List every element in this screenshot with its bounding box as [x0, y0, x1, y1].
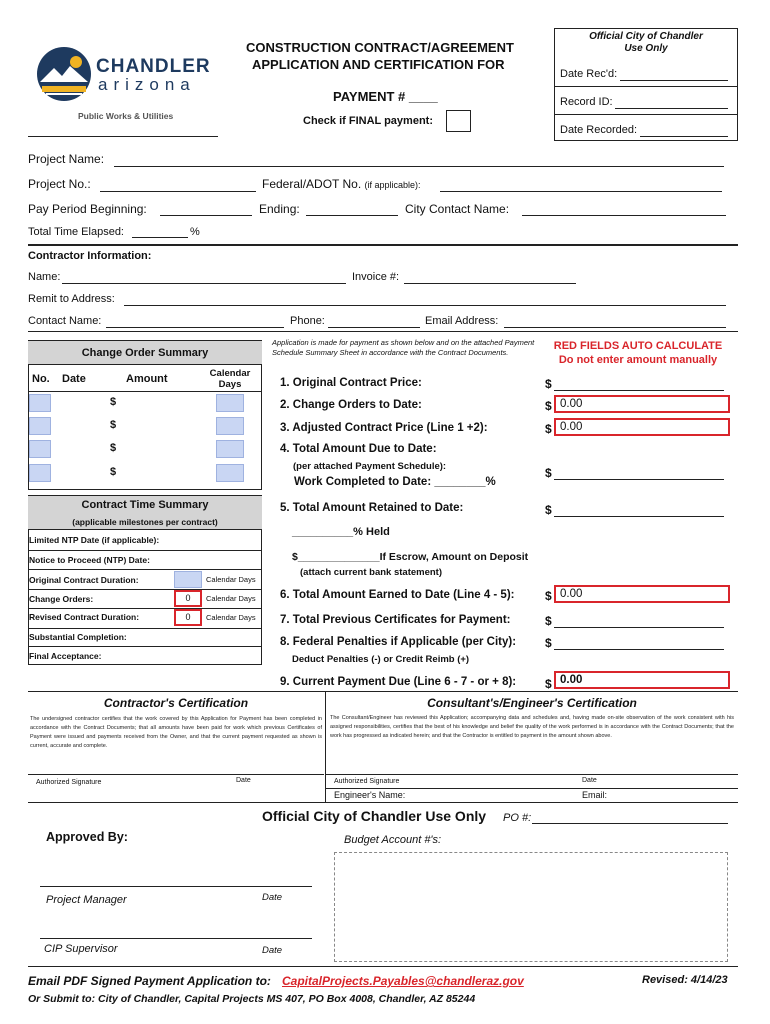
- ntp-date-label: Notice to Proceed (NTP) Date:: [29, 555, 150, 565]
- contractor-signature-field[interactable]: [30, 755, 320, 773]
- consultant-cert-text: The Consultant/Engineer has reviewed this Application; accompanying data and schedules and, having made on-site observation of the work consistent with his assigned responsibilities, certifies that the best of his knowledge and belief the quality of the work performed is in accordance with the Contract Documents; that the work has progressed as indicated herein; and that the Contractor is entitled to payment in the amount shown above.: [330, 715, 734, 739]
- time-elapsed-field[interactable]: [132, 237, 188, 238]
- line1-dollar: $: [545, 377, 552, 391]
- change-cal-days: Calendar Days: [206, 594, 256, 603]
- cip-label: CIP Supervisor: [44, 943, 118, 955]
- contractor-sig-label: Authorized Signature: [36, 779, 102, 786]
- payment-number: PAYMENT # ____: [333, 89, 438, 104]
- co-row-4-no[interactable]: [29, 464, 51, 482]
- line7-field[interactable]: [554, 627, 724, 628]
- time-elapsed-label: Total Time Elapsed:: [28, 226, 124, 238]
- project-no-label: Project No.:: [28, 177, 91, 191]
- official-use-heading: Official City of Chandler Use Only: [262, 808, 487, 824]
- co-row-4-days[interactable]: [216, 464, 244, 482]
- engineer-name-label: Engineer's Name:: [334, 790, 406, 800]
- approved-by-label: Approved By:: [46, 830, 128, 844]
- contractor-date-label: Date: [236, 777, 251, 784]
- time-elapsed-pct: %: [190, 226, 200, 238]
- original-duration-field[interactable]: [174, 571, 202, 588]
- date-recd-label: Date Rec'd:: [560, 68, 618, 80]
- consultant-date-label: Date: [582, 777, 597, 784]
- pm-label: Project Manager: [46, 894, 127, 906]
- revised-cal-days: Calendar Days: [206, 613, 256, 622]
- pay-period-label: Pay Period Beginning:: [28, 202, 147, 216]
- line6-field: 0.00: [554, 585, 730, 603]
- line5-label: 5. Total Amount Retained to Date:: [280, 502, 464, 514]
- phone-label: Phone:: [290, 315, 325, 327]
- line9-dollar: $: [545, 677, 552, 691]
- line4-field[interactable]: [554, 479, 724, 480]
- revised-duration-days: 0: [174, 609, 202, 626]
- col-calendar: Calendar: [209, 368, 251, 379]
- line4-dollar: $: [545, 466, 552, 480]
- contractor-cert-text: The undersigned contractor certifies that the work covered by this Application for Payment has been completed in accordance with the Contract Documents; that all amounts have been paid for work which previous Certificates of Payment were issued and payments received from the Owner, and that the current payment requested as shown is current, accurate and complete.: [30, 716, 322, 749]
- po-label: PO #:: [503, 812, 532, 824]
- date-recorded-label: Date Recorded:: [560, 124, 638, 136]
- budget-account-label: Budget Account #'s:: [344, 834, 442, 846]
- email-label: Email Address:: [425, 315, 499, 327]
- line2-dollar: $: [545, 399, 552, 413]
- line8-dollar: $: [545, 636, 552, 650]
- contractor-name-label: Name:: [28, 271, 61, 283]
- original-cal-days: Calendar Days: [206, 575, 256, 584]
- remit-field[interactable]: [124, 305, 726, 306]
- co-row-1-no[interactable]: [29, 394, 51, 412]
- time-summary-sub: (applicable milestones per contract): [28, 514, 262, 530]
- pct-held: __________% Held: [292, 526, 390, 538]
- cip-date-label: Date: [262, 945, 283, 956]
- line2-field: 0.00: [554, 395, 730, 413]
- project-name-field[interactable]: [114, 166, 724, 167]
- chandler-logo-icon: [36, 46, 92, 102]
- line6-label: 6. Total Amount Earned to Date (Line 4 - 5):: [280, 589, 515, 601]
- substantial-label: Substantial Completion:: [29, 632, 127, 642]
- engineer-email-label: Email:: [582, 790, 608, 800]
- city-contact-field[interactable]: [522, 215, 726, 216]
- final-payment-checkbox[interactable]: [446, 110, 471, 132]
- line7-label: 7. Total Previous Certificates for Payment:: [280, 614, 511, 626]
- contact-name-field[interactable]: [106, 327, 284, 328]
- co-row-4-dollar: $: [110, 466, 117, 478]
- escrow-line: $______________If Escrow, Amount on Deposit: [292, 551, 529, 563]
- co-row-2-no[interactable]: [29, 417, 51, 435]
- line6-dollar: $: [545, 589, 552, 603]
- footer-submit: Or Submit to: City of Chandler, Capital Projects MS 407, PO Box 4008, Chandler, AZ 85244: [28, 993, 476, 1005]
- line5-field[interactable]: [554, 516, 724, 517]
- line2-label: 2. Change Orders to Date:: [280, 399, 422, 411]
- co-row-1-days[interactable]: [216, 394, 244, 412]
- final-check-label: Check if FINAL payment:: [303, 115, 433, 127]
- revised-date: Revised: 4/14/23: [642, 974, 728, 986]
- line4-sub: (per attached Payment Schedule):: [293, 461, 447, 472]
- col-amount: Amount: [126, 373, 168, 385]
- col-no: No.: [32, 373, 50, 385]
- line7-dollar: $: [545, 614, 552, 628]
- change-orders-days: 0: [174, 590, 202, 607]
- date-recorded-field[interactable]: [640, 136, 728, 137]
- line4-label: 4. Total Amount Due to Date:: [280, 443, 437, 455]
- work-completed: Work Completed to Date: ________%: [294, 476, 496, 488]
- logo: [36, 46, 216, 106]
- co-row-3-no[interactable]: [29, 440, 51, 458]
- line8-sub: Deduct Penalties (-) or Credit Reimb (+): [292, 654, 470, 665]
- remit-label: Remit to Address:: [28, 293, 115, 305]
- line8-field[interactable]: [554, 649, 724, 650]
- phone-field[interactable]: [328, 327, 420, 328]
- date-recd-field[interactable]: [620, 80, 728, 81]
- record-id-label: Record ID:: [560, 96, 613, 108]
- po-field[interactable]: [532, 823, 728, 824]
- pm-signature-line[interactable]: [40, 886, 312, 887]
- line3-label: 3. Adjusted Contract Price (Line 1 +2):: [280, 422, 488, 434]
- logo-brand: CHANDLER: [96, 56, 211, 77]
- federal-adot-label: Federal/ADOT No. (if applicable):: [262, 177, 421, 191]
- application-note: Application is made for payment as shown below and on the attached Payment Schedule Summary Sheet in accordance with the Contract Documents.: [272, 338, 535, 357]
- project-no-field[interactable]: [100, 191, 256, 192]
- invoice-label: Invoice #:: [352, 271, 400, 283]
- consultant-cert-title: Consultant's/Engineer's Certification: [427, 696, 637, 710]
- line3-dollar: $: [545, 422, 552, 436]
- line8-label: 8. Federal Penalties if Applicable (per City):: [280, 636, 517, 648]
- change-orders-label: Change Orders:: [29, 594, 94, 604]
- form-title-1: CONSTRUCTION CONTRACT/AGREEMENT: [246, 40, 514, 55]
- co-row-1-dollar: $: [110, 396, 117, 408]
- footer-email-label: Email PDF Signed Payment Application to:: [28, 974, 271, 988]
- co-row-2-dollar: $: [110, 419, 117, 431]
- official-use-sub: Use Only: [624, 43, 668, 54]
- red-fields-title: RED FIELDS AUTO CALCULATE: [553, 340, 723, 352]
- col-days: Days: [218, 379, 242, 390]
- line1-label: 1. Original Contract Price:: [280, 377, 422, 389]
- email-field[interactable]: [504, 327, 726, 328]
- form-title-2: APPLICATION AND CERTIFICATION FOR: [252, 57, 505, 72]
- time-summary-title: Contract Time Summary: [28, 496, 262, 514]
- logo-dept: Public Works & Utilities: [78, 111, 174, 121]
- contact-name-label: Contact Name:: [28, 315, 102, 327]
- co-row-3-days[interactable]: [216, 440, 244, 458]
- co-row-3-dollar: $: [110, 442, 117, 454]
- escrow-note: (attach current bank statement): [300, 567, 443, 578]
- record-id-field[interactable]: [615, 108, 728, 109]
- invoice-field[interactable]: [404, 283, 576, 284]
- line9-field: 0.00: [554, 671, 730, 689]
- consultant-sig-label: Authorized Signature: [334, 778, 400, 785]
- ending-label: Ending:: [259, 202, 300, 216]
- co-row-2-days[interactable]: [216, 417, 244, 435]
- budget-account-box[interactable]: [334, 852, 728, 962]
- revised-duration-label: Revised Contract Duration:: [29, 612, 140, 622]
- official-use-title: Official City of Chandler: [589, 31, 703, 42]
- logo-sub: arizona: [98, 75, 196, 94]
- change-order-title: Change Order Summary: [28, 341, 262, 365]
- red-fields-sub: Do not enter amount manually: [558, 354, 718, 366]
- cip-signature-line[interactable]: [40, 938, 312, 939]
- pay-period-field[interactable]: [160, 215, 252, 216]
- original-duration-label: Original Contract Duration:: [29, 575, 139, 585]
- line5-dollar: $: [545, 503, 552, 517]
- footer-email-link[interactable]: CapitalProjects.Payables@chandleraz.gov: [282, 974, 524, 988]
- ending-field[interactable]: [306, 215, 398, 216]
- contractor-name-field[interactable]: [62, 283, 346, 284]
- city-contact-label: City Contact Name:: [405, 202, 510, 216]
- federal-adot-field[interactable]: [440, 191, 722, 192]
- line3-field: 0.00: [554, 418, 730, 436]
- line9-label: 9. Current Payment Due (Line 6 - 7 - or + 8):: [280, 676, 517, 688]
- contractor-cert-title: Contractor's Certification: [103, 696, 249, 710]
- project-name-label: Project Name:: [28, 152, 105, 166]
- pm-date-label: Date: [262, 892, 283, 903]
- col-date: Date: [62, 373, 86, 385]
- limited-ntp-label: Limited NTP Date (if applicable):: [29, 535, 160, 545]
- line1-field[interactable]: [554, 390, 724, 391]
- final-acceptance-label: Final Acceptance:: [29, 651, 102, 661]
- contractor-info-title: Contractor Information:: [28, 250, 152, 262]
